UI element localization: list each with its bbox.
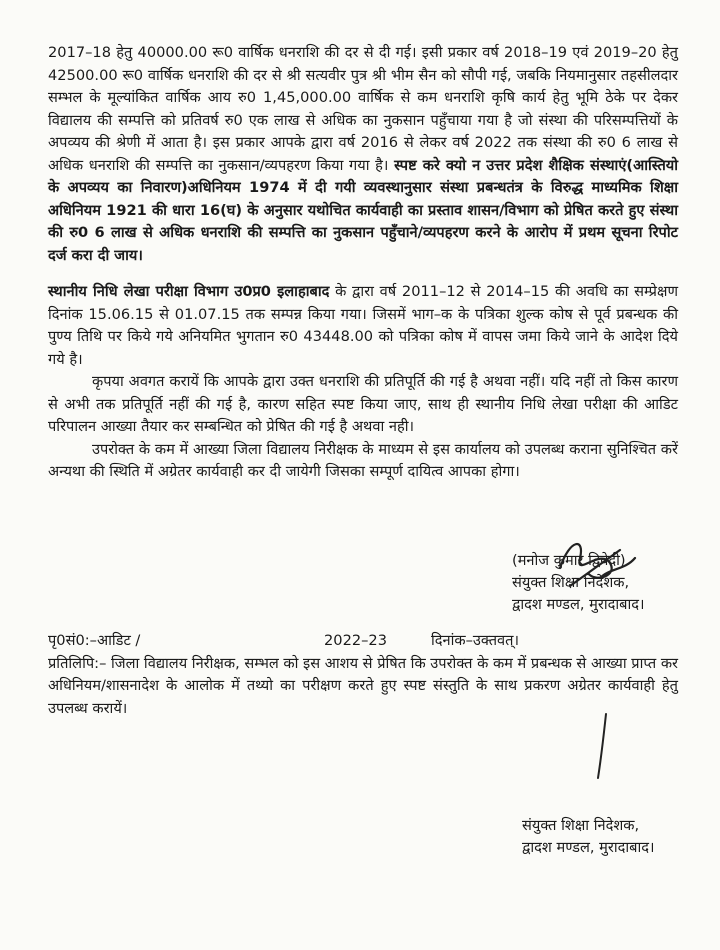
paragraph-1-text: 2017–18 हेतु 40000.00 रू0 वार्षिक धनराशि की दर से दी गई। इसी प्रकार वर्ष 2018–19 एवं 2019–20 हेतु 42500.00 रू0 वार्षिक धनराशि की दर से श्री सत्यवीर पुत्र श्री भीम सैन को सौपी गई, जबकि नियमानुसार तहसीलदार सम्भल के मूल्यांकित वार्षिक आय रु0 1,45,000.00 वार्षिक से कम धनराशि कृषि कार्य हेतु भूमि ठेके पर देकर विद्यालय की सम्पत्ति को प्रतिवर्ष रु0 एक लाख से अधिक का नुकसान पहुँचाया गया है जो संस्था की परिसम्पत्तियों के अपव्यय की श्रेणी में आता है। इस प्रकार आपके द्वारा वर्ष 2016 से लेकर वर्ष 2022 तक संस्था की रु0 6 लाख से अधिक धनराशि की सम्पत्ति का नुकसान/व्यपहरण किया गया है।: [48, 44, 678, 174]
signatory-name: (मनोज कुमार द्विवेदी): [512, 552, 626, 569]
handwritten-initial-mark: [588, 712, 618, 782]
paragraph-2-text: के द्वारा वर्ष 2011–12 से 2014–15 की अवधि का सम्प्रेक्षण दिनांक 15.06.15 से 01.07.15 तक सम्पन्न किया गया। जिसमें भाग–क के पत्रिका शुल्क कोष से पूर्व प्रबन्धक की पुण्य तिथि पर किये गये अनियमित भुगतान रु0 43448.00 को पत्रिका कोष में वापस जमा किये जाने के आदेश दिये गये है।: [48, 283, 678, 368]
signatory-2-designation: संयुक्त शिक्षा निदेशक,: [522, 817, 640, 834]
paragraph-4: उपरोक्त के कम में आख्या जिला विद्यालय निरीक्षक के माध्यम से इस कार्यालय को उपलब्ध कराना सुनिश्चित करें अन्यथा की स्थिति में अग्रेतर कार्यवाही कर दी जायेगी जिसका सम्पूर्ण दायित्व आपका होगा।: [48, 440, 678, 480]
paragraph-2: [48, 281, 678, 371]
signature-block-2: [522, 815, 655, 859]
reference-line: [48, 630, 678, 735]
paragraph-2-bold-text: स्थानीय निधि लेखा परीक्षा विभाग उ0प्र0 इलाहाबाद: [48, 283, 330, 300]
signatory-office: द्वादश मण्डल, मुरादाबाद।: [512, 596, 645, 613]
handwritten-signature-1: [540, 528, 650, 598]
paragraph-1-bold-text: स्पष्ट करे क्यो न उत्तर प्रदेश शैक्षिक संस्थाएं(आस्तियो के अपव्यय का निवारण)अधिनियम 1974 में दी गयी व्यवस्थानुसार संस्था प्रबन्धतंत्र के विरुद्ध माध्यमिक शिक्षा अधिनियम 1921 की धारा 16(घ) के अनुसार यथोचित कार्यवाही का प्रस्ताव शासन/विभाग को प्रेषित करते हुए संस्था की रु0 6 लाख से अधिक धनराशि की सम्पत्ति का नुकसान पहुँचाने/व्यपहरण करने के आरोप में प्रथम सूचना रिपोट दर्ज करा दी जाय।: [48, 156, 679, 264]
paragraph-1: [48, 42, 678, 267]
reference-year: 2022–23: [324, 632, 388, 649]
reference-date: दिनांक–उक्तवत्।: [431, 632, 520, 649]
signatory-designation: संयुक्त शिक्षा निदेशक,: [512, 574, 630, 591]
copy-to-paragraph: प्रतिलिपि:– जिला विद्यालय निरीक्षक, सम्भल को इस आशय से प्रेषित कि उपरोक्त के कम में प्रबन्धक से आख्या प्राप्त कर अधिनियम/शासनादेश के आलोक में तथ्यो का परीक्षण करते हुए स्पष्ट संस्तुति के साथ प्रकरण अग्रेतर कार्यवाही हेतु उपलब्ध करायें।: [48, 654, 678, 717]
signatory-2-office: द्वादश मण्डल, मुरादाबाद।: [522, 839, 655, 856]
paragraph-3: कृपया अवगत करायें कि आपके द्वारा उक्त धनराशि की प्रतिपूर्ति की गई है अथवा नहीं। यदि नहीं तो किस कारण से अभी तक प्रतिपूर्ति नहीं की गई है, कारण सहित स्पष्ट किया जाए, साथ ही स्थानीय निधि लेखा परीक्षा की आडिट परिपालन आख्या तैयार कर सम्बन्धित को प्रेषित की गई है अथवा नही।: [48, 373, 678, 435]
reference-number: पृ0सं0:–आडिट /: [48, 632, 141, 649]
